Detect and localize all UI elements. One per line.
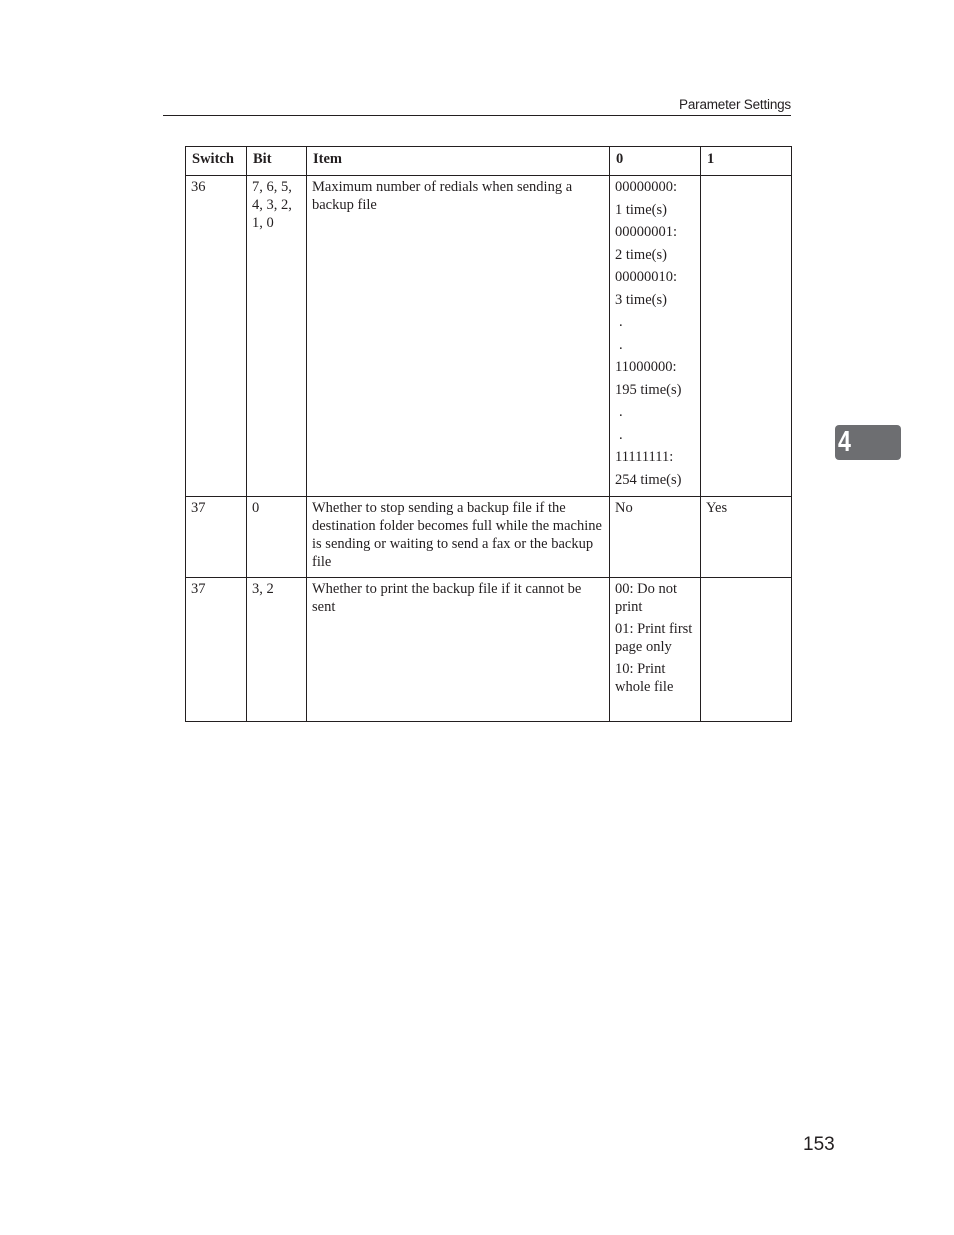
header-title: Parameter Settings [679,97,791,112]
value-line: 195 time(s) [615,381,682,398]
cell-value-0 [610,578,701,722]
column-header-item: Item [307,147,610,176]
value-ellipsis-dot: . [619,314,623,330]
value-line: No [615,500,633,516]
parameter-table [185,146,792,722]
value-line: 11111111: [615,449,674,465]
table-row [186,497,792,578]
running-header [163,95,791,116]
cell-item: Whether to stop sending a backup file if the destination folder becomes full while the machine is sending or waiting to send a fax or the backup file [307,497,610,578]
cell-bit: 7, 6, 5, 4, 3, 2, 1, 0 [247,176,307,497]
cell-bit: 3, 2 [247,578,307,722]
table-header-row [186,147,792,176]
cell-value-1 [701,176,792,497]
value-line: 3 time(s) [615,291,667,308]
column-header-switch: Switch [186,147,247,176]
cell-value-0 [610,176,701,497]
cell-switch: 37 [186,578,247,722]
value-line: 11000000: [615,359,677,375]
value-line: 1 time(s) [615,201,667,218]
column-header-bit: Bit [247,147,307,176]
value-ellipsis-dot: . [619,336,623,353]
value-line: 00000000: [615,179,678,195]
cell-item: Maximum number of redials when sending a backup file [307,176,610,497]
table-row [186,176,792,497]
column-header-value-1: 1 [701,147,792,176]
cell-item: Whether to print the backup file if it cannot be sent [307,578,610,722]
cell-value-0 [610,497,701,578]
value-line: 254 time(s) [615,471,682,488]
value-line: 00000001: [615,224,678,240]
table-row [186,578,792,722]
cell-value-1 [701,578,792,722]
value-line: 10: Print whole file [615,661,674,695]
chapter-number: 4 [838,426,851,458]
value-ellipsis-dot: . [619,426,623,443]
cell-switch: 37 [186,497,247,578]
cell-value-1: Yes [701,497,792,578]
value-line: 00000010: [615,269,678,285]
column-header-value-0: 0 [610,147,701,176]
cell-switch: 36 [186,176,247,497]
cell-bit: 0 [247,497,307,578]
value-ellipsis-dot: . [619,404,623,420]
value-line: 2 time(s) [615,246,667,263]
chapter-tab [835,425,901,460]
page-number: 153 [803,1134,835,1155]
value-line: 00: Do not print [615,581,678,615]
value-line: 01: Print first page only [615,621,693,655]
